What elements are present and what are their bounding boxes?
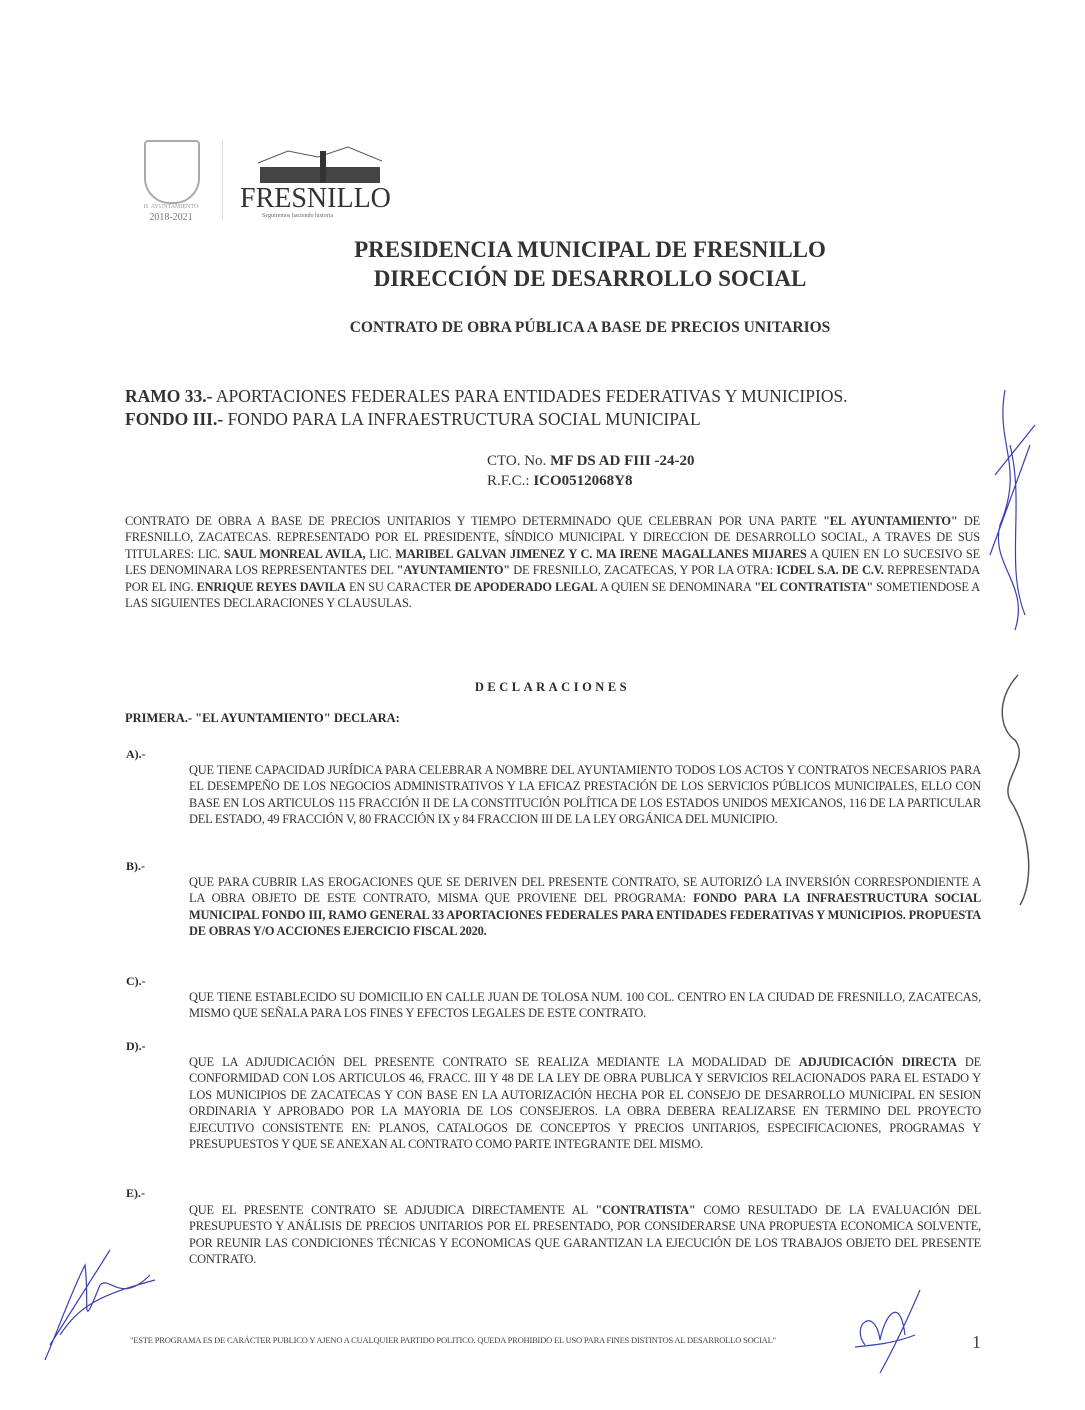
contract-type: CONTRATO DE OBRA PÚBLICA A BASE DE PRECIOS UNITARIOS (349, 319, 831, 336)
page-number: 1 (972, 1332, 981, 1352)
text-segment: FONDO PARA LA INFRAESTRUCTURA SOCIAL MUNICIPAL FONDO III, RAMO GENERAL 33 APORTACIONES FEDERALES PARA ENTIDADES FEDERATIVAS Y MUNICIPIOS. PROPUESTA DE OBRAS Y/O ACCIONES EJERCICIO FISCAL 2020. (189, 891, 981, 939)
declaration-label: E).- (126, 1186, 145, 1200)
text-segment: DE FRESNILLO, ZACATECAS. REPRESENTADO POR EL PRESIDENTE, SÍNDICO MUNICIPAL Y DIRECCION DE DESARROLLO SOCIAL, A TRAVES DE SUS TITULARES: LIC. (125, 514, 980, 561)
declaration-text (189, 1054, 981, 1152)
municipal-coat-of-arms (144, 140, 200, 204)
brand-tagline: Seguiremos haciendo historia (262, 213, 333, 219)
footer-disclaimer: "ESTE PROGRAMA ES DE CARÁCTER PUBLICO Y AJENO A CUALQUIER PARTIDO POLITICO. QUEDA PROHIBIDO EL USO PARA FINES DISTINTOS AL DESARROLLO SOCIAL" (130, 1335, 776, 1345)
fondo-label: FONDO III.- (125, 409, 224, 429)
declaration-label: B).- (126, 859, 145, 873)
page-subtitle: DIRECCIÓN DE DESARROLLO SOCIAL (373, 266, 807, 291)
declaration-text (189, 989, 981, 1022)
ramo-text: APORTACIONES FEDERALES PARA ENTIDADES FEDERATIVAS Y MUNICIPIOS. (212, 386, 848, 406)
declaration-label: D).- (126, 1039, 146, 1053)
primera-heading: PRIMERA.- "EL AYUNTAMIENTO" DECLARA: (125, 711, 400, 725)
fresnillo-monument-logo (258, 145, 383, 185)
text-segment: DE APODERADO LEGAL (454, 579, 598, 594)
text-segment: SOMETIENDOSE A LAS SIGUIENTES DECLARACIONES Y CLAUSULAS. (125, 579, 981, 611)
text-segment: ENRIQUE REYES DAVILA (196, 579, 346, 594)
signature-initial-margin (990, 670, 1050, 910)
text-segment: CONTRATO DE OBRA A BASE DE PRECIOS UNITARIOS Y TIEMPO DETERMINADO QUE CELEBRAN POR UNA PARTE (125, 514, 824, 528)
declaration-label: C).- (126, 974, 146, 988)
intro-paragraph (125, 513, 980, 611)
text-segment: DE FRESNILLO, ZACATECAS, Y POR LA OTRA: (509, 563, 777, 578)
ramo-line (125, 386, 848, 407)
text-segment: QUE PARA CUBRIR LAS EROGACIONES QUE SE DERIVEN DEL PRESENTE CONTRATO, SE AUTORIZÓ LA INVERSIÓN CORRESPONDIENTE A LA OBRA OBJETO DE ESTE CONTRATO, MISMA QUE PROVIENE DEL PROGRAMA: (189, 875, 981, 906)
text-segment: QUE LA ADJUDICACIÓN DEL PRESENTE CONTRATO SE REALIZA MEDIANTE LA MODALIDAD DE (189, 1055, 799, 1069)
text-segment: "EL CONTRATISTA" (754, 579, 874, 594)
text-segment: QUE TIENE ESTABLECIDO SU DOMICILIO EN CALLE JUAN DE TOLOSA NUM. 100 COL. CENTRO EN LA CIUDAD DE FRESNILLO, ZACATECAS, MISMO QUE SEÑALA PARA LOS FINES Y EFECTOS LEGALES DE ESTE CONTRATO. (189, 990, 981, 1021)
logo-divider (222, 140, 223, 220)
text-segment: "EL AYUNTAMIENTO" (823, 514, 958, 528)
declaraciones-heading: DECLARACIONES (474, 680, 631, 694)
text-segment: A QUIEN EN LO SUCESIVO SE LES DENOMINARA LOS REPRESENTANTES DEL (125, 546, 980, 578)
declaration-text (189, 1202, 981, 1268)
text-segment: "AYUNTAMIENTO" (396, 563, 510, 578)
declaration-text (189, 762, 981, 828)
signature-right-margin (985, 385, 1045, 635)
text-segment: QUE EL PRESENTE CONTRATO SE ADJUDICA DIRECTAMENTE AL (189, 1203, 596, 1217)
text-segment: "CONTRATISTA" (595, 1203, 696, 1217)
ramo-label: RAMO 33.- (125, 386, 213, 406)
text-segment: ICDEL S.A. DE C.V. (776, 563, 884, 578)
fondo-line (125, 409, 701, 430)
shield-caption: H. AYUNTAMIENTO (143, 204, 199, 210)
text-segment: COMO RESULTADO DE LA EVALUACIÓN DEL PRESUPUESTO Y ANÁLISIS DE PRECIOS UNITARIOS POR EL PRESENTADO, POR CONSIDERARSE UNA PROPUESTA ECONOMICA SOLVENTE, POR REUNIR LAS CONDICIONES TÉCNICAS Y ECONOMICAS QUE GARANTIZAN LA EJECUCIÓN DE LOS TRABAJOS OBJETO DEL PRESENTE CONTRATO. (189, 1203, 981, 1267)
declaration-label: A).- (126, 747, 146, 761)
text-segment: EN SU CARACTER (345, 579, 455, 594)
text-segment: QUE TIENE CAPACIDAD JURÍDICA PARA CELEBRAR A NOMBRE DEL AYUNTAMIENTO TODOS LOS ACTOS Y CONTRATOS NECESARIOS PARA EL DESEMPEÑO DE LOS NEGOCIOS ADMINISTRATIVOS Y LA EFICAZ PRESTACIÓN DE LOS SERVICIOS PÚBLICOS MUNICIPALES, ELLO CON BASE EN LOS ARTICULOS 115 FRACCIÓN II DE LA CONSTITUCIÓN POLÍTICA DE LOS ESTADOS UNIDOS MEXICANOS, 116 DE LA PARTICULAR DEL ESTADO, 49 FRACCIÓN V, 80 FRACCIÓN IX y 84 FRACCION III DE LA LEY ORGÁNICA DEL MUNICIPIO. (189, 763, 981, 827)
declaration-text (189, 874, 981, 940)
page-title: PRESIDENCIA MUNICIPAL DE FRESNILLO (354, 237, 826, 262)
signature-bottom-right (845, 1285, 935, 1375)
fresnillo-brand: FRESNILLO (240, 183, 391, 214)
text-segment: DE CONFORMIDAD CON LOS ARTICULOS 46, FRACC. III Y 48 DE LA LEY DE OBRA PUBLICA Y SERVICIOS RELACIONADOS PARA EL ESTADO Y LOS MUNICIPIOS DE ZACATECAS Y CON BASE EN LA AUTORIZACIÓN HECHA POR EL CONSEJO DE DESARROLLO MUNICIPAL EN SESION ORDINARIA Y APROBADO POR LA MAYORIA DE LOS CONSEJEROS. LA OBRA DEBERA REALIZARSE EN TERMINO DEL PROYECTO EJECUTIVO CONSISTENTE EN: PLANOS, CATALOGOS DE CONCEPTOS Y PRECIOS UNITARIOS, ESPECIFICACIONES, PROGRAMAS Y PRESUPUESTOS Y QUE SE ANEXAN AL CONTRATO COMO PARTE INTEGRANTE DEL MISMO. (189, 1055, 981, 1152)
fondo-text: FONDO PARA LA INFRAESTRUCTURA SOCIAL MUNICIPAL (223, 409, 701, 429)
shield-years: 2018-2021 (149, 212, 193, 223)
text-segment: LIC. (365, 546, 396, 561)
text-segment: SAUL MONREAL AVILA, (223, 546, 366, 561)
text-segment: A QUIEN SE DENOMINARA (597, 579, 755, 594)
text-segment: ADJUDICACIÓN DIRECTA (798, 1055, 957, 1069)
text-segment: REPRESENTADA POR EL ING. (125, 563, 981, 594)
rfc: R.F.C.: ICO0512068Y8 (487, 473, 633, 489)
contract-number: CTO. No. MF DS AD FIII -24-20 (487, 453, 695, 469)
signature-bottom-left (40, 1245, 160, 1365)
text-segment: MARIBEL GALVAN JIMENEZ Y C. MA IRENE MAGALLANES MIJARES (395, 546, 807, 561)
